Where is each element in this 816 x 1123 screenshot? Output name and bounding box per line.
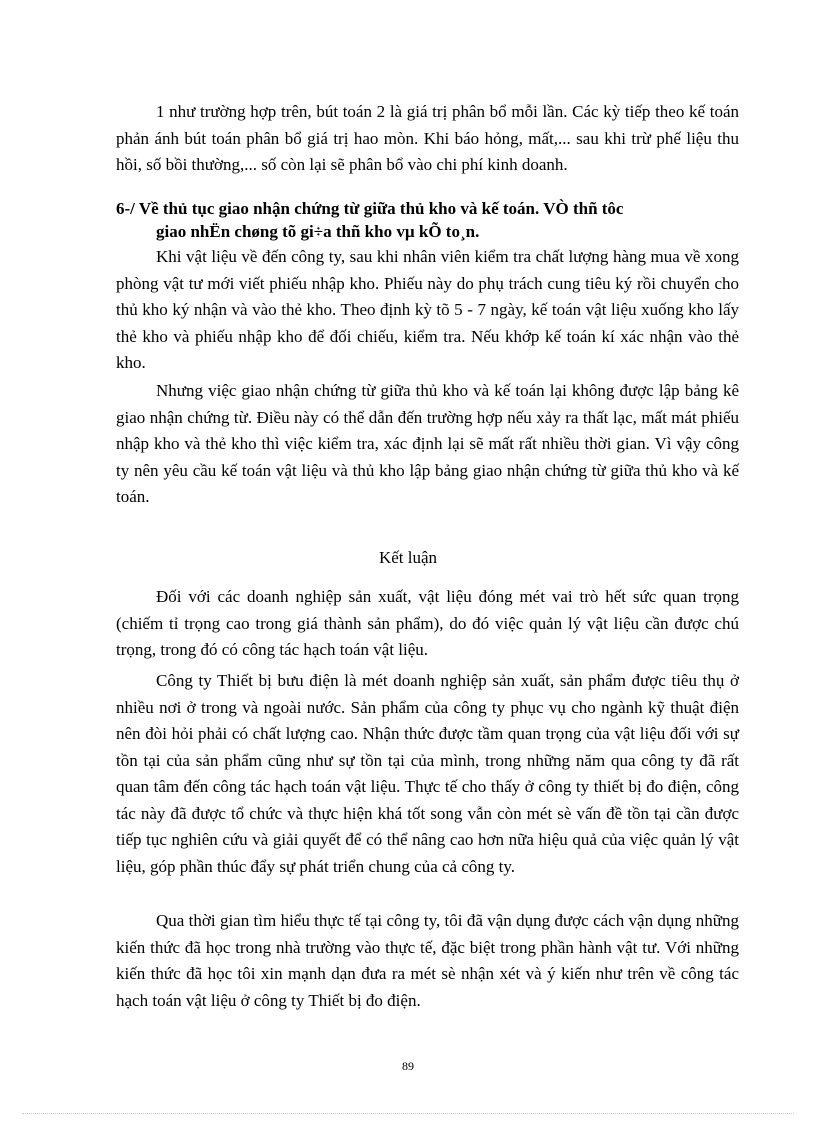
paragraph-block: [116, 584, 739, 664]
paragraph-2: Khi vật liệu về đến công ty, sau khi nhân viên kiểm tra chất lượng hàng mua về xong phòng vật tư mới viết phiếu nhập kho. Phiếu này do phụ trách cung tiêu ký rồi chuyển cho thủ kho ký nhận và vào thẻ kho. Theo định kỳ tõ 5 - 7 ngày, kế toán vật liệu xuống kho lấy thẻ kho và phiếu nhập kho để đối chiếu, kiểm tra. Nếu khớp kế toán kí xác nhận vào thẻ kho.: [116, 247, 739, 372]
paragraph-block: [116, 668, 739, 880]
paragraph-5: Công ty Thiết bị bưu điện là mét doanh nghiệp sản xuất, sản phẩm được tiêu thụ ở nhiều nơi ở trong và ngoài nước. Sản phẩm của công ty phục vụ cho ngành kỹ thuật điện nên đòi hỏi phải có chất lượng cao. Nhận thức được tầm quan trọng của vật liệu đối với sự tồn tại của sản phẩm cũng như sự tồn tại của mình, trong những năm qua công ty đã rất quan tâm đến công tác hạch toán vật liệu. Thực tế cho thấy ở công ty thiết bị đo điện, công tác này đã được tổ chức và thực hiện khá tốt song vẫn còn mét sè vấn đề tồn tại cần được tiếp tục nghiên cứu và giải quyết để có thể nâng cao hơn nữa hiệu quả của việc quản lý vật liệu, góp phần thúc đẩy sự phát triển chung của cả công ty.: [116, 671, 739, 876]
paragraph-block: [116, 99, 739, 179]
paragraph-4: Đối với các doanh nghiệp sản xuất, vật liệu đóng mét vai trò hết sức quan trọng (chiếm tỉ trọng cao trong giá thành sản phẩm), do đó việc quản lý vật liệu cần được chú trọng, trong đó có công tác hạch toán vật liệu.: [116, 587, 739, 659]
paragraph-block: [116, 244, 739, 377]
conclusion-title: Kết luận: [378, 548, 438, 567]
paragraph-3: Nhưng việc giao nhận chứng từ giữa thủ kho và kế toán lại không được lập bảng kê giao nhận chứng từ. Điều này có thể dẫn đến trường hợp nếu xảy ra thất lạc, mất mát phiếu nhập kho và thẻ kho thì việc kiểm tra, xác định lại sẽ mất rất nhiều thời gian. Vì vậy công ty nên yêu cầu kế toán vật liệu và thủ kho lập bảng giao nhận chứng từ giữa thủ kho và kế toán.: [116, 381, 739, 506]
section-heading: [116, 197, 739, 243]
page-number: 89: [402, 1059, 414, 1073]
paragraph-block: [116, 378, 739, 511]
paragraph-6: Qua thời gian tìm hiểu thực tế tại công ty, tôi đã vận dụng được cách vận dụng những kiến thức đã học trong nhà trường vào thực tế, đặc biệt trong phần hành vật tư. Với những kiến thức đã học tôi xin mạnh dạn đưa ra mét sè nhận xét và ý kiến như trên về công tác hạch toán vật liệu ở công ty Thiết bị đo điện.: [116, 911, 739, 1010]
paragraph-1: 1 như trường hợp trên, bút toán 2 là giá trị phân bổ mỗi lần. Các kỳ tiếp theo kế toán phản ánh bút toán phân bổ giá trị hao mòn. Khi báo hỏng, mất,... sau khi trừ phế liệu thu hồi, số bồi thường,... số còn lại sẽ phân bổ vào chi phí kinh doanh.: [116, 102, 739, 174]
section-heading-line-1: 6-/ Về thủ tục giao nhận chứng từ giữa thủ kho và kế toán. VÒ thñ tôc: [116, 199, 624, 218]
paragraph-block: [116, 908, 739, 1014]
footer-divider: [22, 1113, 794, 1114]
section-heading-line-2: giao nhËn chøng tõ gi÷a thñ kho vµ kÕ to¸n.: [156, 222, 480, 241]
